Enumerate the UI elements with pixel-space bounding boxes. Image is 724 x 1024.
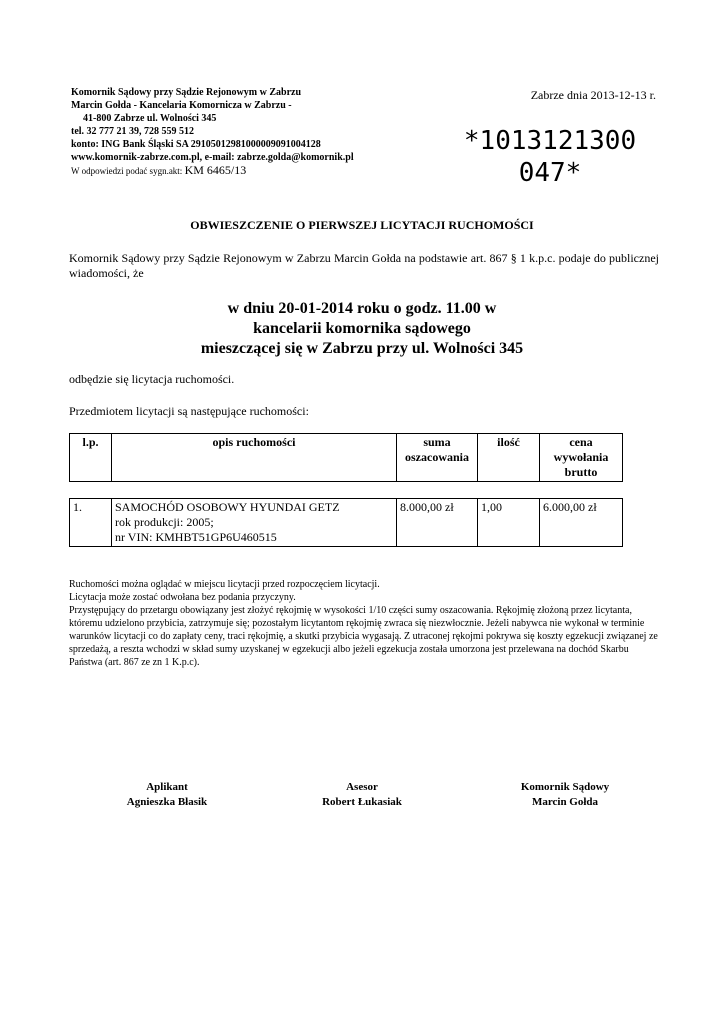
barcode-text	[440, 125, 660, 189]
case-reference-value: KM 6465/13	[184, 163, 247, 177]
signature-name: Agnieszka Błasik	[126, 796, 208, 808]
case-reference	[71, 163, 246, 178]
auction-notes	[69, 578, 659, 669]
cell-lp: 1.	[70, 499, 112, 547]
signature-role: Komornik Sądowy	[520, 781, 610, 793]
note-line: Licytacja może zostać odwołana bez podania przyczyny.	[69, 592, 296, 603]
items-table-header	[69, 433, 623, 482]
letterhead-line: Marcin Gołda - Kancelaria Komornicza w Zabrzu -	[71, 100, 292, 111]
header-starting-price: cena wywołania brutto	[540, 434, 623, 482]
header-valuation: suma oszacowania	[397, 434, 478, 482]
note-line: Przystępujący do przetargu obowiązany jest złożyć rękojmię w wysokości 1/10 części sumy oszacowania. Rękojmię złożoną przez licytanta, któremu udzielono przybicia, zatrzymuje się; pozostałym licytantom rękojmię zwraca się niezwłocznie. Jeżeli nabywca nie wykonał w terminie warunków licytacji co do zapłaty ceny, traci rękojmię, a skutki przybicia wygasają. Z utraconej rękojmi pokrywa się koszty egzekucji związanej ze sprzedażą, a reszta wchodzi w skład sumy uzyskanej w egzekucji albo jeżeli egzekucja została umorzona jest przelewana na dochód Skarbu Państwa (art. 867 ze zn 1 K.p.c).	[69, 605, 658, 668]
signature-assessor	[272, 780, 452, 810]
letterhead-line: konto: ING Bank Śląski SA 29105012981000009091004128	[71, 139, 321, 150]
letterhead-line: Komornik Sądowy przy Sądzie Rejonowym w Zabrzu	[71, 87, 302, 98]
description-line: rok produkcji: 2005;	[115, 515, 214, 529]
items-table	[69, 498, 623, 547]
barcode-line: *1013121300	[463, 126, 637, 156]
barcode-line: 047*	[518, 158, 582, 188]
header-quantity: ilość	[478, 434, 540, 482]
document-date: Zabrze dnia 2013-12-13 r.	[530, 88, 656, 102]
bailiff-letterhead	[71, 86, 401, 164]
letterhead-line: 41-800 Zabrze ul. Wolności 345	[83, 113, 217, 124]
cell-valuation: 8.000,00 zł	[397, 499, 478, 547]
announcement-line: kancelarii komornika sądowego	[253, 320, 471, 337]
auction-statement: odbędzie się licytacja ruchomości.	[69, 372, 235, 386]
table-row	[70, 499, 623, 547]
header-description: opis ruchomości	[112, 434, 397, 482]
announcement-line: w dniu 20-01-2014 roku o godz. 11.00 w	[227, 300, 497, 317]
cell-quantity: 1,00	[478, 499, 540, 547]
auction-announcement	[0, 299, 724, 359]
signature-name: Robert Łukasiak	[322, 796, 402, 808]
note-line: Ruchomości można oglądać w miejscu licytacji przed rozpoczęciem licytacji.	[69, 579, 380, 590]
description-line: SAMOCHÓD OSOBOWY HYUNDAI GETZ	[115, 500, 340, 514]
announcement-line: mieszczącej się w Zabrzu przy ul. Wolności 345	[200, 340, 524, 357]
case-reference-label: W odpowiedzi podać sygn.akt:	[71, 166, 183, 176]
description-line: nr VIN: KMHBT51GP6U460515	[115, 530, 277, 544]
header-lp: l.p.	[70, 434, 112, 482]
signature-bailiff	[475, 780, 655, 810]
cell-description	[112, 499, 397, 547]
letterhead-line: tel. 32 777 21 39, 728 559 512	[71, 126, 195, 137]
signature-applicant	[77, 780, 257, 810]
signature-role: Asesor	[346, 781, 378, 793]
items-intro: Przedmiotem licytacji są następujące ruchomości:	[69, 404, 309, 418]
signature-name: Marcin Gołda	[531, 796, 599, 808]
intro-paragraph: Komornik Sądowy przy Sądzie Rejonowym w Zabrzu Marcin Gołda na podstawie art. 867 § 1 k.p.c. podaje do publicznej wiadomości, że	[69, 251, 659, 280]
signature-role: Aplikant	[146, 781, 188, 793]
cell-starting-price: 6.000,00 zł	[540, 499, 623, 547]
document-title: OBWIESZCZENIE O PIERWSZEJ LICYTACJI RUCHOMOŚCI	[190, 218, 534, 232]
letterhead-line: www.komornik-zabrze.com.pl, e-mail: zabrze.golda@komornik.pl	[71, 152, 354, 163]
